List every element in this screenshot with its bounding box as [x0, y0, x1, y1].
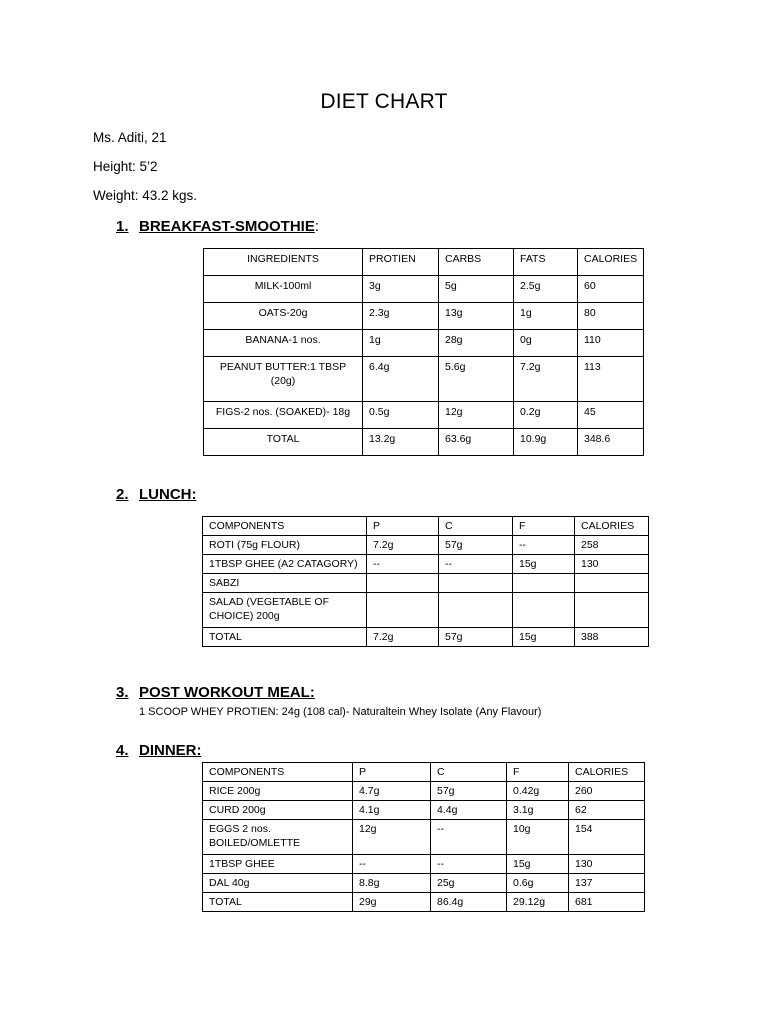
table-cell: [513, 593, 575, 628]
table-cell: 57g: [439, 628, 513, 647]
table-cell: [513, 574, 575, 593]
table-cell: 7.2g: [367, 628, 439, 647]
section-heading-post-workout: [116, 684, 315, 701]
table-cell: 113: [578, 357, 644, 402]
table-cell: 86.4g: [431, 893, 507, 912]
section-title-suffix: :: [314, 218, 320, 235]
table-cell: ROTI (75g FLOUR): [203, 536, 367, 555]
table-cell: --: [513, 536, 575, 555]
table-cell: 130: [575, 555, 649, 574]
table-cell: TOTAL: [203, 628, 367, 647]
table-cell: 6.4g: [363, 357, 439, 402]
table-cell: SALAD (VEGETABLE OF CHOICE) 200g: [203, 593, 367, 628]
table-header-row: [203, 517, 649, 536]
table-cell: 45: [578, 402, 644, 429]
section-title: POST WORKOUT MEAL:: [139, 684, 315, 701]
table-row: [203, 782, 645, 801]
table-cell: [439, 593, 513, 628]
lunch-table: [202, 516, 649, 647]
table-cell: CURD 200g: [203, 801, 353, 820]
table-cell: RICE 200g: [203, 782, 353, 801]
table-row: [204, 276, 644, 303]
table-cell: 137: [569, 874, 645, 893]
table-cell: 10.9g: [514, 429, 578, 456]
table-cell: 130: [569, 855, 645, 874]
table-cell: 1TBSP GHEE: [203, 855, 353, 874]
table-cell: 5g: [439, 276, 514, 303]
table-cell: 0g: [514, 330, 578, 357]
table-cell: 13.2g: [363, 429, 439, 456]
table-row: [204, 402, 644, 429]
table-cell: 3g: [363, 276, 439, 303]
table-cell: 10g: [507, 820, 569, 855]
table-cell: [575, 574, 649, 593]
table-row: [203, 820, 645, 855]
table-cell: [575, 593, 649, 628]
table-header: CALORIES: [578, 249, 644, 276]
table-cell: 388: [575, 628, 649, 647]
table-cell: TOTAL: [203, 893, 353, 912]
table-header: CALORIES: [569, 763, 645, 782]
table-cell: 110: [578, 330, 644, 357]
table-header-row: [204, 249, 644, 276]
table-cell: --: [367, 555, 439, 574]
client-name: Ms. Aditi, 21: [93, 130, 167, 145]
table-cell: 57g: [431, 782, 507, 801]
section-number: 4.: [116, 742, 129, 759]
dinner-table: [202, 762, 645, 912]
table-cell: 4.4g: [431, 801, 507, 820]
table-cell: 60: [578, 276, 644, 303]
table-cell: 25g: [431, 874, 507, 893]
table-cell: 0.2g: [514, 402, 578, 429]
table-cell: PEANUT BUTTER:1 TBSP (20g): [204, 357, 363, 402]
table-cell: DAL 40g: [203, 874, 353, 893]
table-total-row: [203, 893, 645, 912]
table-cell: 5.6g: [439, 357, 514, 402]
table-total-row: [204, 429, 644, 456]
section-number: 3.: [116, 684, 129, 701]
table-cell: 1TBSP GHEE (A2 CATAGORY): [203, 555, 367, 574]
table-row: [203, 536, 649, 555]
section-number: 2.: [116, 486, 129, 503]
table-row: [204, 330, 644, 357]
table-cell: 63.6g: [439, 429, 514, 456]
table-cell: 28g: [439, 330, 514, 357]
table-row: [203, 555, 649, 574]
table-cell: 12g: [353, 820, 431, 855]
table-header: COMPONENTS: [203, 517, 367, 536]
table-cell: 12g: [439, 402, 514, 429]
table-row: [203, 874, 645, 893]
table-header: INGREDIENTS: [204, 249, 363, 276]
table-header: FATS: [514, 249, 578, 276]
table-cell: 681: [569, 893, 645, 912]
table-cell: 7.2g: [367, 536, 439, 555]
table-cell: 0.5g: [363, 402, 439, 429]
table-header: CARBS: [439, 249, 514, 276]
table-cell: 260: [569, 782, 645, 801]
table-header: P: [353, 763, 431, 782]
table-cell: SABZI: [203, 574, 367, 593]
section-title: LUNCH:: [139, 486, 197, 503]
table-cell: FIGS-2 nos. (SOAKED)- 18g: [204, 402, 363, 429]
table-total-row: [203, 628, 649, 647]
table-cell: 4.7g: [353, 782, 431, 801]
table-row: [204, 357, 644, 402]
section-number: 1.: [116, 218, 129, 235]
table-cell: 15g: [507, 855, 569, 874]
table-header: CALORIES: [575, 517, 649, 536]
table-cell: 62: [569, 801, 645, 820]
table-cell: 3.1g: [507, 801, 569, 820]
table-cell: 258: [575, 536, 649, 555]
table-cell: 0.42g: [507, 782, 569, 801]
table-header: COMPONENTS: [203, 763, 353, 782]
table-row: [203, 801, 645, 820]
table-row: [203, 574, 649, 593]
table-header: P: [367, 517, 439, 536]
section-title: DINNER:: [139, 742, 202, 759]
client-weight: Weight: 43.2 kgs.: [93, 188, 198, 203]
table-row: [203, 593, 649, 628]
table-cell: EGGS 2 nos. BOILED/OMLETTE: [203, 820, 353, 855]
table-cell: --: [431, 820, 507, 855]
section-title: BREAKFAST-SMOOTHIE: [139, 218, 315, 235]
table-row: [203, 855, 645, 874]
table-cell: 0.6g: [507, 874, 569, 893]
table-cell: BANANA-1 nos.: [204, 330, 363, 357]
table-cell: --: [353, 855, 431, 874]
table-cell: [439, 574, 513, 593]
table-header: C: [439, 517, 513, 536]
table-cell: 7.2g: [514, 357, 578, 402]
table-cell: [367, 593, 439, 628]
table-cell: 15g: [513, 628, 575, 647]
table-cell: 8.8g: [353, 874, 431, 893]
table-header: C: [431, 763, 507, 782]
table-cell: MILK-100ml: [204, 276, 363, 303]
table-cell: 13g: [439, 303, 514, 330]
table-header: F: [507, 763, 569, 782]
table-cell: 57g: [439, 536, 513, 555]
table-cell: 80: [578, 303, 644, 330]
table-cell: --: [431, 855, 507, 874]
table-cell: 2.3g: [363, 303, 439, 330]
table-cell: 154: [569, 820, 645, 855]
table-cell: 29g: [353, 893, 431, 912]
breakfast-table: [203, 248, 644, 456]
section-heading-breakfast: [116, 218, 319, 235]
table-header: PROTIEN: [363, 249, 439, 276]
table-header-row: [203, 763, 645, 782]
table-cell: 1g: [514, 303, 578, 330]
table-cell: [367, 574, 439, 593]
table-cell: --: [439, 555, 513, 574]
table-cell: 29.12g: [507, 893, 569, 912]
page-title: DIET CHART: [320, 90, 448, 113]
post-workout-note: 1 SCOOP WHEY PROTIEN: 24g (108 cal)- Naturaltein Whey Isolate (Any Flavour): [139, 706, 542, 718]
section-heading-lunch: [116, 486, 197, 503]
table-header: F: [513, 517, 575, 536]
section-heading-dinner: [116, 742, 202, 759]
table-row: [204, 303, 644, 330]
client-height: Height: 5’2: [93, 159, 158, 174]
table-cell: 4.1g: [353, 801, 431, 820]
table-cell: 15g: [513, 555, 575, 574]
table-cell: 348.6: [578, 429, 644, 456]
table-cell: 1g: [363, 330, 439, 357]
table-cell: TOTAL: [204, 429, 363, 456]
table-cell: OATS-20g: [204, 303, 363, 330]
table-cell: 2.5g: [514, 276, 578, 303]
